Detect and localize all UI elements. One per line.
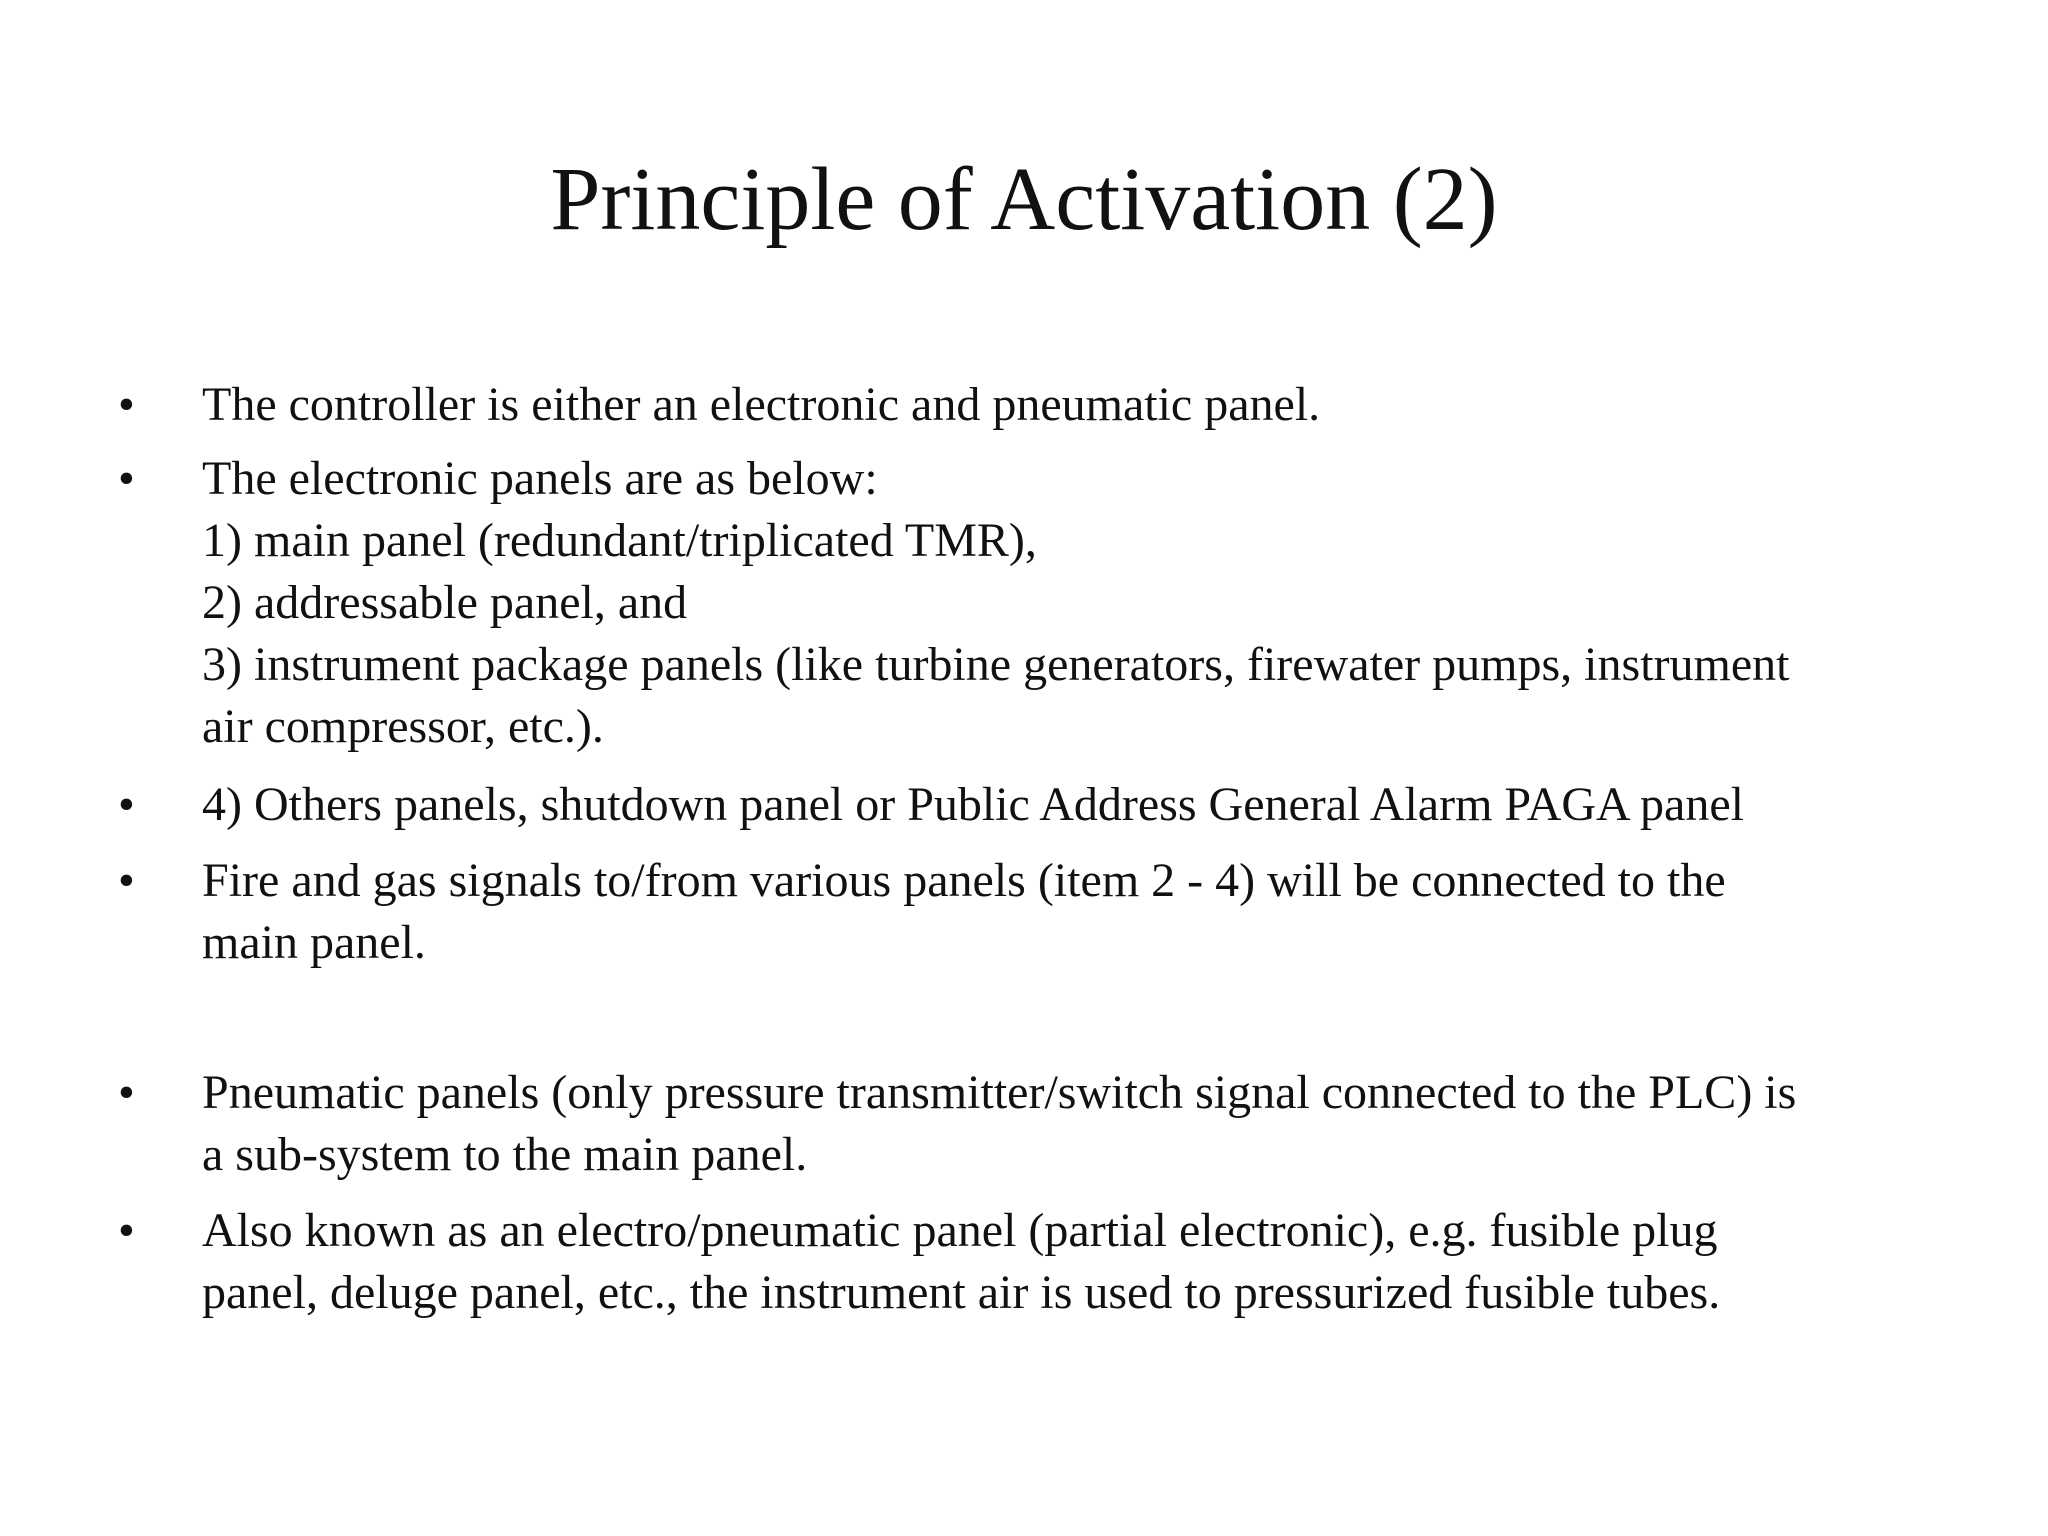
bullet-marker: • (118, 378, 135, 431)
bullet-text (202, 850, 1962, 974)
bullet-marker: • (118, 854, 135, 907)
bullet-marker: • (118, 1204, 135, 1257)
bullet-line: 4) Others panels, shutdown panel or Public Address General Alarm PAGA panel (202, 778, 1744, 831)
bullet-line: main panel. (202, 916, 426, 969)
bullet-line: 1) main panel (redundant/triplicated TMR), (202, 514, 1037, 567)
bullet-line: 2) addressable panel, and (202, 576, 688, 629)
bullet-line: 3) instrument package panels (like turbine generators, firewater pumps, instrument (202, 638, 1790, 691)
bullet-line: Also known as an electro/pneumatic panel (partial electronic), e.g. fusible plug (202, 1204, 1718, 1257)
bullet-line: The controller is either an electronic and pneumatic panel. (202, 378, 1321, 431)
bullet-line: Fire and gas signals to/from various panels (item 2 - 4) will be connected to the (202, 854, 1726, 907)
bullet-line: air compressor, etc.). (202, 700, 604, 753)
bullet-marker: • (118, 778, 135, 831)
bullet-text (202, 774, 1962, 836)
slide-title: Principle of Activation (2) (550, 150, 1498, 249)
bullet-marker: • (118, 1066, 135, 1119)
bullet-text (202, 448, 1962, 758)
bullet-line: The electronic panels are as below: (202, 452, 878, 505)
bullet-line: panel, deluge panel, etc., the instrument air is used to pressurized fusible tubes. (202, 1266, 1721, 1319)
bullet-line: Pneumatic panels (only pressure transmitter/switch signal connected to the PLC) is (202, 1066, 1797, 1119)
bullet-text (202, 1062, 1962, 1186)
bullet-line: a sub-system to the main panel. (202, 1128, 808, 1181)
bullet-text (202, 374, 1962, 436)
bullet-text (202, 1200, 1962, 1324)
bullet-marker: • (118, 452, 135, 505)
